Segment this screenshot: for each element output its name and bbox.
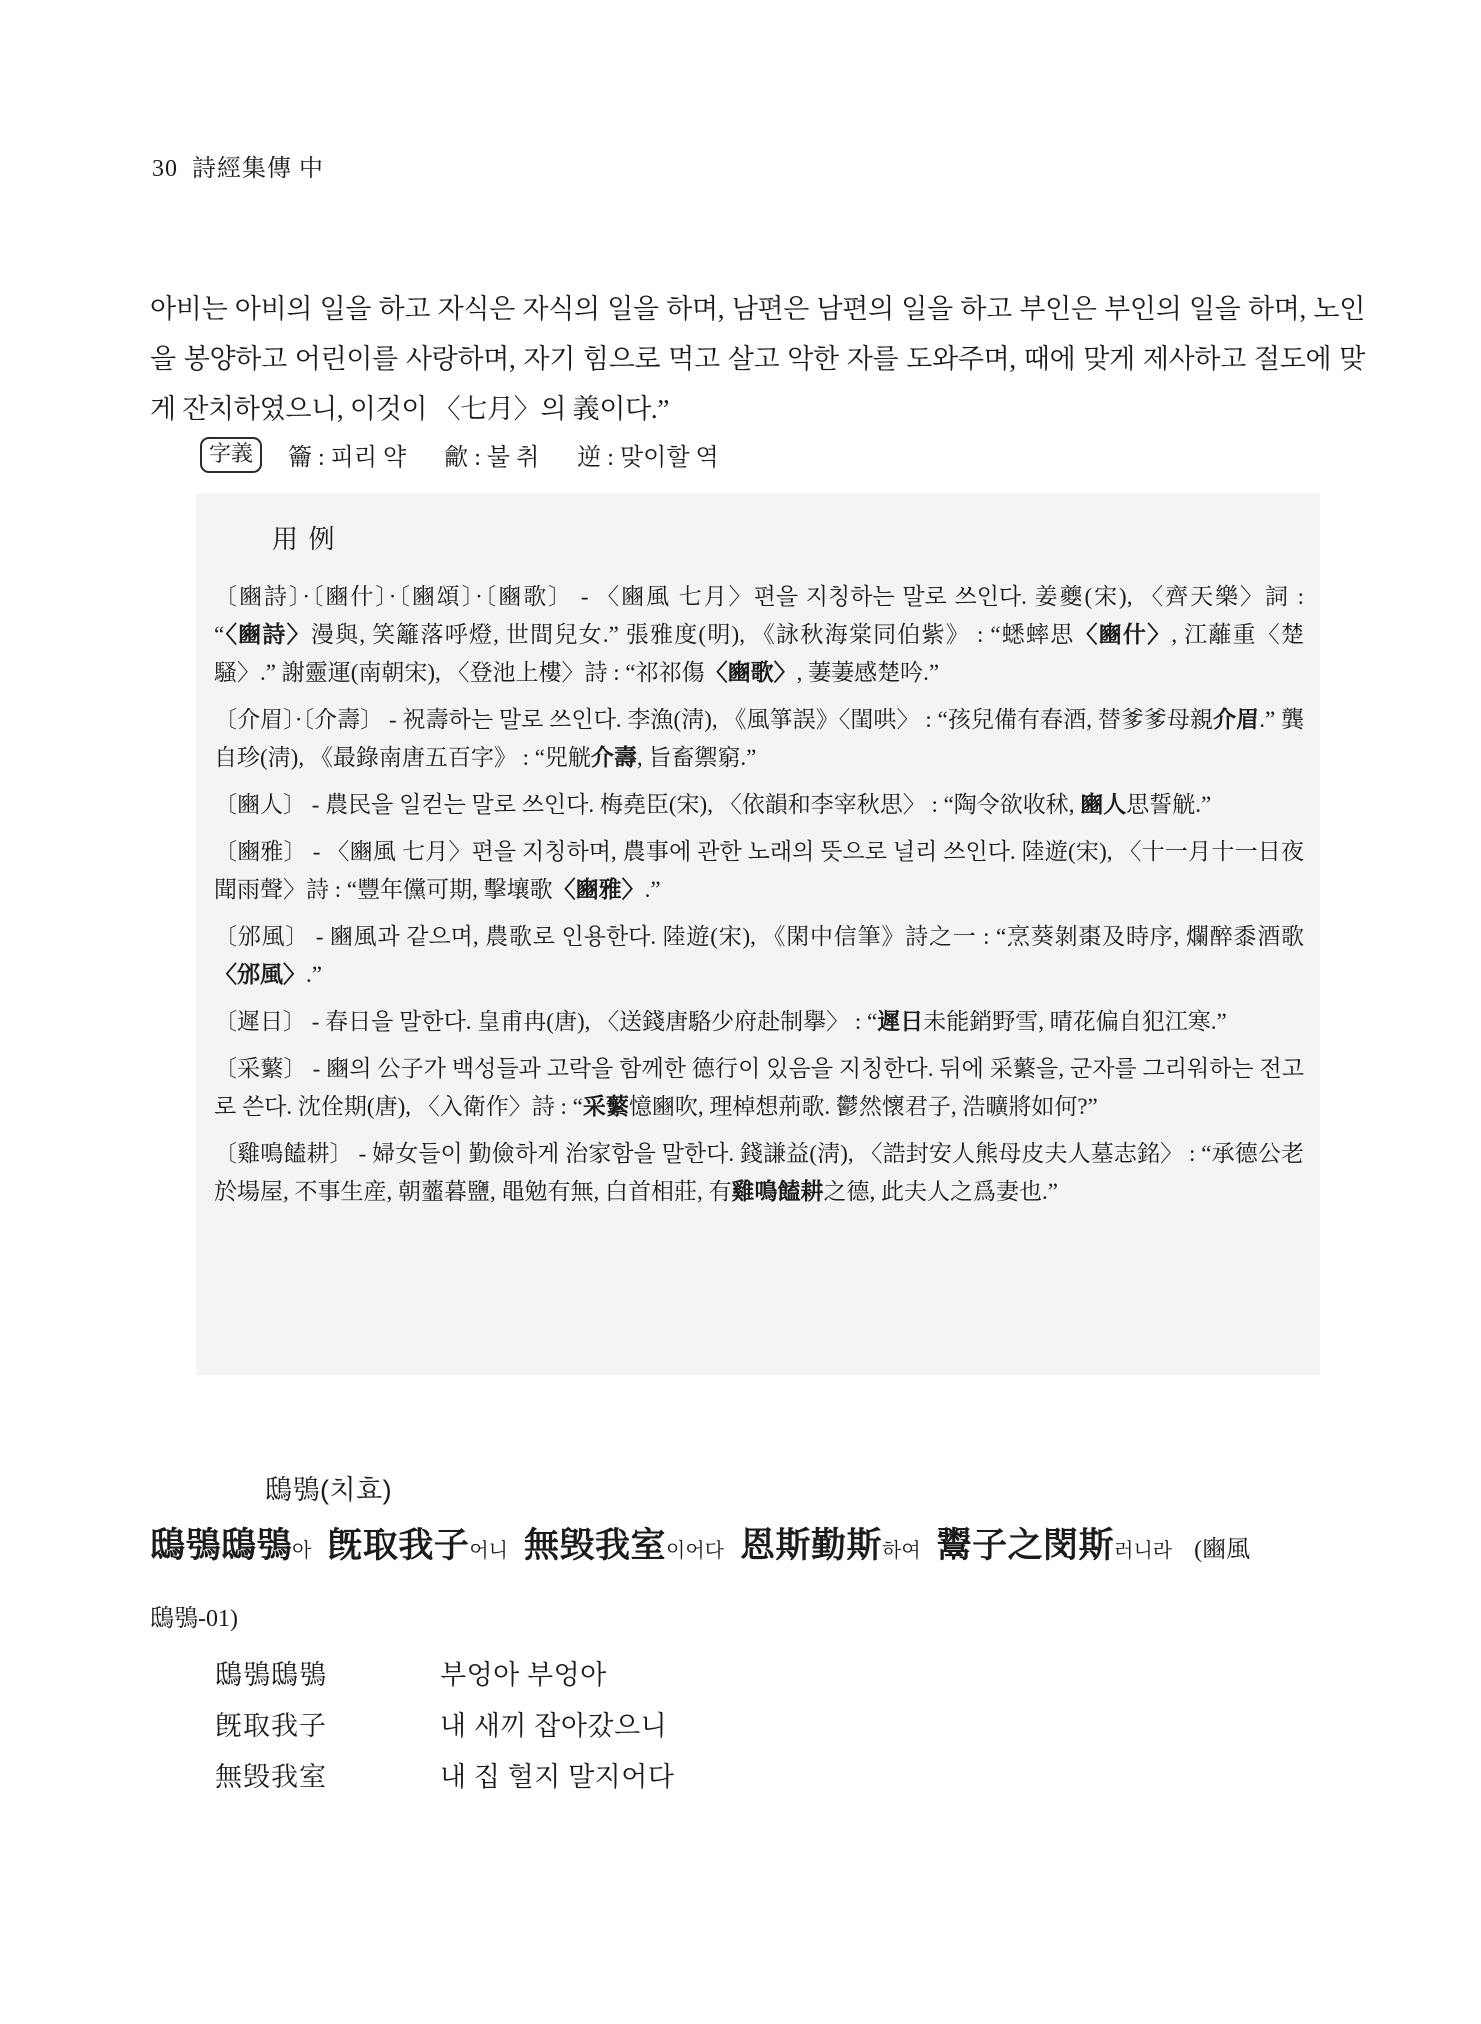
usage-term-bold: 豳人 [1080,792,1127,817]
usage-text: .” [306,962,322,987]
usage-term-bold: 〈豳雅〉 [552,877,645,902]
usage-text: 之德, 此夫人之爲妻也.” [823,1179,1058,1204]
verse-hanja: 鴟鴞鴟鴞 [150,1526,293,1565]
usage-term-bold: 遲日 [877,1009,924,1034]
usage-entry [214,1135,1304,1211]
verse-source-close: 鴟鴞-01) [150,1606,238,1632]
commentary-paragraph: 아비는 아비의 일을 하고 자식은 자식의 일을 하며, 남편은 남편의 일을 하고 부인은 부인의 일을 하며, 노인을 봉양하고 어린이를 사랑하며, 자기 힘으로 먹고 살고 악한 자를 도와주며, 때에 맞게 제사하고 절도에 맞게 잔치하였으니, 이것이 〈七月〉의 義이다.” [150,294,1365,424]
usage-text: 〔介眉〕·〔介壽〕 - 祝壽하는 말로 쓰인다. 李漁(淸), 《風箏誤》〈閨哄〉 : “孩兒備有春酒, 替爹爹母親 [214,707,1214,732]
usage-term-bold: 〈豳歌〉 [704,660,797,685]
usage-term-bold: 采蘩 [582,1094,629,1119]
poem-section-heading: 鴟鴞(치효) [265,1475,393,1505]
poem-verse-line [150,1523,1390,1642]
verse-hanja: 恩斯勤斯 [739,1526,882,1565]
translation-table [215,1650,674,1803]
usage-term-bold: 〈豳詩〉 [224,622,311,647]
translation-korean-cell: 부엉아 부엉아 [440,1660,607,1690]
verse-unit [740,1526,921,1565]
verse-units [150,1526,1188,1565]
translation-hanja-cell: 無毁我室 [215,1762,327,1792]
usage-text: 未能銷野雪, 晴花偏自犯江寒.” [923,1009,1227,1034]
verse-hanja: 鬻子之閔斯 [936,1526,1115,1565]
translation-hanja-cell: 旣取我子 [215,1711,327,1741]
usage-text: 〔豳詩〕·〔豳什〕·〔豳頌〕·〔豳歌〕 - 〈豳風 七月〉편을 지칭하는 말로 쓰인다. 姜夔(宋), 〈齊天樂〉詞 : “ [214,584,1304,647]
usage-text: , 旨畜禦窮.” [636,745,757,770]
page-header [152,148,324,183]
usage-term-bold: 〈豳什〉 [1074,622,1172,647]
verse-hanja: 旣取我子 [327,1526,470,1565]
verse-particle: 하여 [882,1540,921,1562]
usage-text: 〔遲日〕 - 春日을 말한다. 皇甫冉(唐), 〈送錢唐駱少府赴制擧〉 : “ [214,1009,878,1034]
usage-text: 〔采蘩〕 - 豳의 公子가 백성들과 고락을 함께한 德行이 있음을 지칭한다. 뒤에 采蘩을, 군자를 그리워하는 전고로 쓴다. 沈佺期(唐), 〈入衛作〉詩 : “ [214,1056,1304,1119]
usage-text: 〔豳雅〕 - 〈豳風 七月〉편을 지칭하며, 農事에 관한 노래의 뜻으로 널리 쓰인다. 陸遊(宋), 〈十一月十一日夜聞雨聲〉詩 : “豐年儻可期, 擊壤歌 [214,839,1304,902]
translation-row [215,1650,674,1701]
verse-unit [150,1526,311,1565]
book-title: 詩經集傳 中 [192,156,324,182]
usage-text: 〔豳人〕 - 農民을 일컫는 말로 쓰인다. 梅堯臣(宋), 〈依韻和李宰秋思〉 : “陶令欲收秫, [214,792,1081,817]
glossary-item: 逆 : 맞이할 역 [577,445,719,472]
usage-entry [214,578,1304,692]
usage-text: , 江蘺重〈楚騷〉.” 謝靈運(南朝宋), 〈登池上樓〉詩 : “祁祁傷 [214,622,1305,685]
glossary-items [288,437,757,472]
page-number: 30 [152,156,178,182]
usage-entry [214,833,1304,909]
translation-hanja-cell: 鴟鴞鴟鴞 [215,1660,327,1690]
usage-text: .” [644,877,661,902]
usage-examples-box [196,493,1320,1375]
usage-text: 憶豳吹, 理棹想荊歌. 鬱然懷君子, 浩曠將如何?” [628,1094,1098,1119]
usage-text: 漫與, 笑籬落呼燈, 世間兒女.” 張雅度(明), 《詠秋海棠同伯紫》 : “蟋蟀思 [310,622,1075,647]
usage-text: .” 龔自珍(淸), 《最錄南唐五百字》 : “兕觥 [214,707,1305,770]
usage-term-bold: 介眉 [1213,707,1260,732]
translation-korean-cell: 내 새끼 잡아갔으니 [440,1711,668,1741]
usage-term-bold: 〈邠風〉 [214,962,306,987]
translation-row [215,1701,674,1752]
verse-unit [524,1526,724,1565]
verse-particle: 아 [292,1540,312,1562]
usage-entry-list [214,578,1304,1211]
verse-source-open: (豳風 [1194,1537,1251,1563]
usage-entry [214,918,1304,994]
usage-text: 思誓觥.” [1126,792,1212,817]
glossary-label-badge: 字義 [200,437,262,473]
usage-entry [214,786,1304,824]
verse-particle: 이어다 [666,1540,724,1562]
verse-unit [937,1526,1172,1565]
usage-entry [214,1003,1304,1041]
verse-hanja: 無毁我室 [524,1526,667,1565]
usage-text: 〔雞鳴饁耕〕 - 婦女들이 勤儉하게 治家함을 말한다. 錢謙益(淸), 〈誥封安人熊母皮夫人墓志銘〉 : “承德公老於場屋, 不事生産, 朝虀暮鹽, 黽勉有無, 白首相莊, 有 [214,1141,1304,1204]
verse-particle: 러니라 [1114,1540,1173,1562]
usage-title: 用 例 [272,525,337,554]
usage-entry [214,701,1304,777]
usage-term-bold: 介壽 [590,745,637,770]
usage-text: 〔邠風〕 - 豳風과 같으며, 農歌로 인용한다. 陸遊(宋), 《閑中信筆》詩之一 : “烹葵剝棗及時序, 爛醉黍酒歌 [214,924,1304,949]
verse-particle: 어니 [469,1540,508,1562]
usage-term-bold: 雞鳴饁耕 [731,1179,824,1204]
glossary-item: 龡 : 불 취 [444,445,540,472]
translation-korean-cell: 내 집 헐지 말지어다 [440,1762,675,1792]
glossary-item: 籥 : 피리 약 [288,445,407,472]
translation-row [215,1752,674,1803]
verse-unit [327,1526,508,1565]
usage-text: , 萋萋感楚吟.” [796,660,940,685]
usage-entry [214,1050,1304,1126]
glossary-line [200,437,757,473]
